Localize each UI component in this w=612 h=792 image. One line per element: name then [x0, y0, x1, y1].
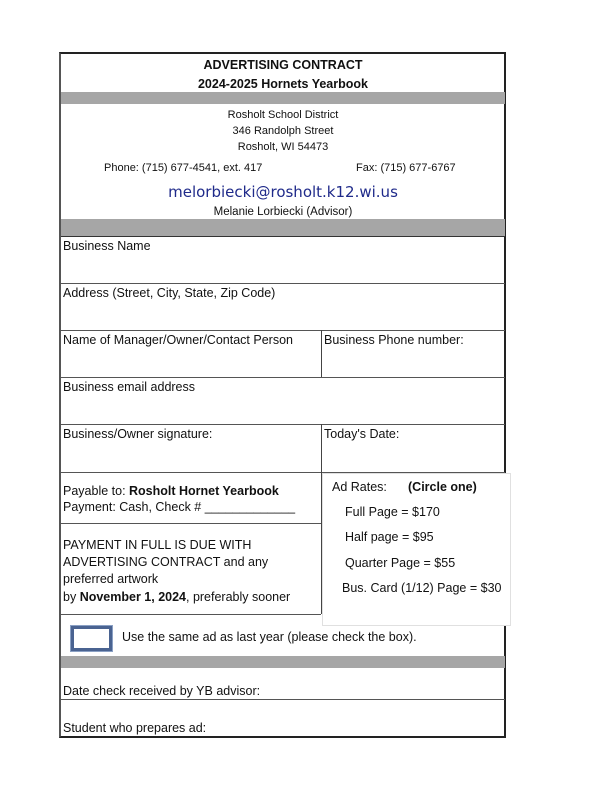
business-name-label: Business Name: [63, 239, 151, 253]
business-phone-field[interactable]: [322, 331, 505, 377]
contract-title: ADVERTISING CONTRACT: [203, 58, 363, 72]
business-phone-label: Business Phone number:: [324, 333, 464, 347]
gray-divider-band-2: [61, 219, 505, 236]
advisor-name: Melanie Lorbiecki (Advisor): [213, 206, 353, 218]
gray-divider-band-3: [61, 656, 505, 668]
divider: [61, 523, 321, 524]
signature-field[interactable]: [61, 425, 321, 472]
address-label: Address (Street, City, State, Zip Code): [63, 286, 276, 300]
payment-due-date: [63, 590, 290, 604]
contract-subtitle: 2024-2025 Hornets Yearbook: [197, 77, 368, 91]
due-suffix-text: , preferably sooner: [186, 590, 291, 604]
student-prepares-field[interactable]: [61, 700, 505, 736]
todays-date-field[interactable]: [322, 425, 505, 472]
date-check-received-label: Date check received by YB advisor:: [63, 684, 261, 698]
same-ad-checkbox[interactable]: [71, 626, 112, 651]
todays-date-label: Today's Date:: [324, 427, 400, 441]
due-by-text: by: [63, 590, 80, 604]
payment-due-line-3: preferred artwork: [63, 572, 159, 586]
phone-number: Phone: (715) 677-4541, ext. 417: [104, 162, 263, 174]
gray-divider-band-1: [61, 92, 505, 104]
district-city: Rosholt, WI 54473: [237, 141, 329, 153]
signature-label: Business/Owner signature:: [63, 427, 213, 441]
payment-due-line-2: ADVERTISING CONTRACT and any: [63, 555, 269, 569]
payment-due-line-1: PAYMENT IN FULL IS DUE WITH: [63, 538, 252, 552]
payable-to: [63, 484, 279, 498]
date-check-received-field[interactable]: [61, 669, 505, 699]
student-prepares-label: Student who prepares ad:: [63, 721, 207, 735]
payable-to-label: Payable to:: [63, 484, 130, 498]
due-date-value: November 1, 2024: [79, 590, 186, 604]
business-email-label: Business email address: [63, 380, 196, 394]
business-name-field[interactable]: [61, 237, 505, 283]
ad-rate-option-business-card[interactable]: Bus. Card (1/12) Page = $30: [342, 581, 502, 595]
payable-to-value: Rosholt Hornet Yearbook: [129, 484, 279, 498]
business-email-field[interactable]: [61, 378, 505, 424]
advisor-email-link[interactable]: melorbiecki@rosholt.k12.wi.us: [168, 183, 398, 201]
ad-rate-option-half[interactable]: Half page = $95: [345, 530, 434, 544]
district-name: Rosholt School District: [227, 109, 339, 121]
contact-person-label: Name of Manager/Owner/Contact Person: [63, 333, 293, 347]
ad-rates-label: Ad Rates:: [332, 480, 387, 494]
divider: [61, 614, 321, 615]
ad-rates-instruction: (Circle one): [408, 480, 477, 494]
fax-number: Fax: (715) 677-6767: [356, 162, 456, 174]
district-street: 346 Randolph Street: [232, 125, 334, 137]
address-field[interactable]: [61, 284, 505, 330]
same-ad-label: Use the same ad as last year (please check the box).: [122, 630, 417, 644]
ad-rate-option-quarter[interactable]: Quarter Page = $55: [345, 556, 456, 570]
ad-rate-option-full[interactable]: Full Page = $170: [345, 505, 440, 519]
contact-person-field[interactable]: [61, 331, 321, 377]
payment-method: Payment: Cash, Check # _____________: [63, 500, 296, 514]
ad-rates-box: [322, 473, 511, 626]
